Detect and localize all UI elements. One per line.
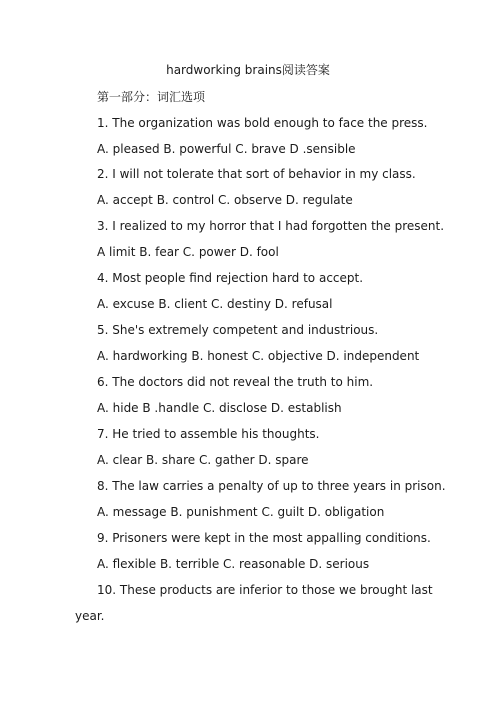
question-10: 10. These products are inferior to those we brought last bbox=[97, 583, 433, 597]
document-title: hardworking brains阅读答案 bbox=[166, 63, 330, 77]
options-9: A. flexible B. terrible C. reasonable D. serious bbox=[97, 557, 370, 571]
question-6: 6. The doctors did not reveal the truth to him. bbox=[97, 375, 374, 389]
question-7: 7. He tried to assemble his thoughts. bbox=[97, 427, 320, 441]
options-4: A. excuse B. client C. destiny D. refusal bbox=[97, 297, 333, 311]
options-8: A. message B. punishment C. guilt D. obligation bbox=[97, 505, 385, 519]
question-2: 2. I will not tolerate that sort of behavior in my class. bbox=[97, 167, 416, 181]
question-1: 1. The organization was bold enough to face the press. bbox=[97, 116, 428, 130]
question-5: 5. She's extremely competent and industrious. bbox=[97, 323, 379, 337]
options-7: A. clear B. share C. gather D. spare bbox=[97, 453, 309, 467]
options-6: A. hide B .handle C. disclose D. establish bbox=[97, 401, 342, 415]
options-3: A limit B. fear C. power D. fool bbox=[97, 245, 279, 259]
options-2: A. accept B. control C. observe D. regulate bbox=[97, 193, 353, 207]
question-8: 8. The law carries a penalty of up to three years in prison. bbox=[97, 479, 446, 493]
question-10-continuation: year. bbox=[75, 609, 105, 623]
question-4: 4. Most people find rejection hard to accept. bbox=[97, 271, 364, 285]
section-heading: 第一部分：词汇选项 bbox=[97, 90, 206, 104]
options-5: A. hardworking B. honest C. objective D. independent bbox=[97, 349, 420, 363]
options-1: A. pleased B. powerful C. brave D .sensible bbox=[97, 142, 356, 156]
question-3: 3. I realized to my horror that I had forgotten the present. bbox=[97, 219, 445, 233]
question-9: 9. Prisoners were kept in the most appalling conditions. bbox=[97, 531, 431, 545]
